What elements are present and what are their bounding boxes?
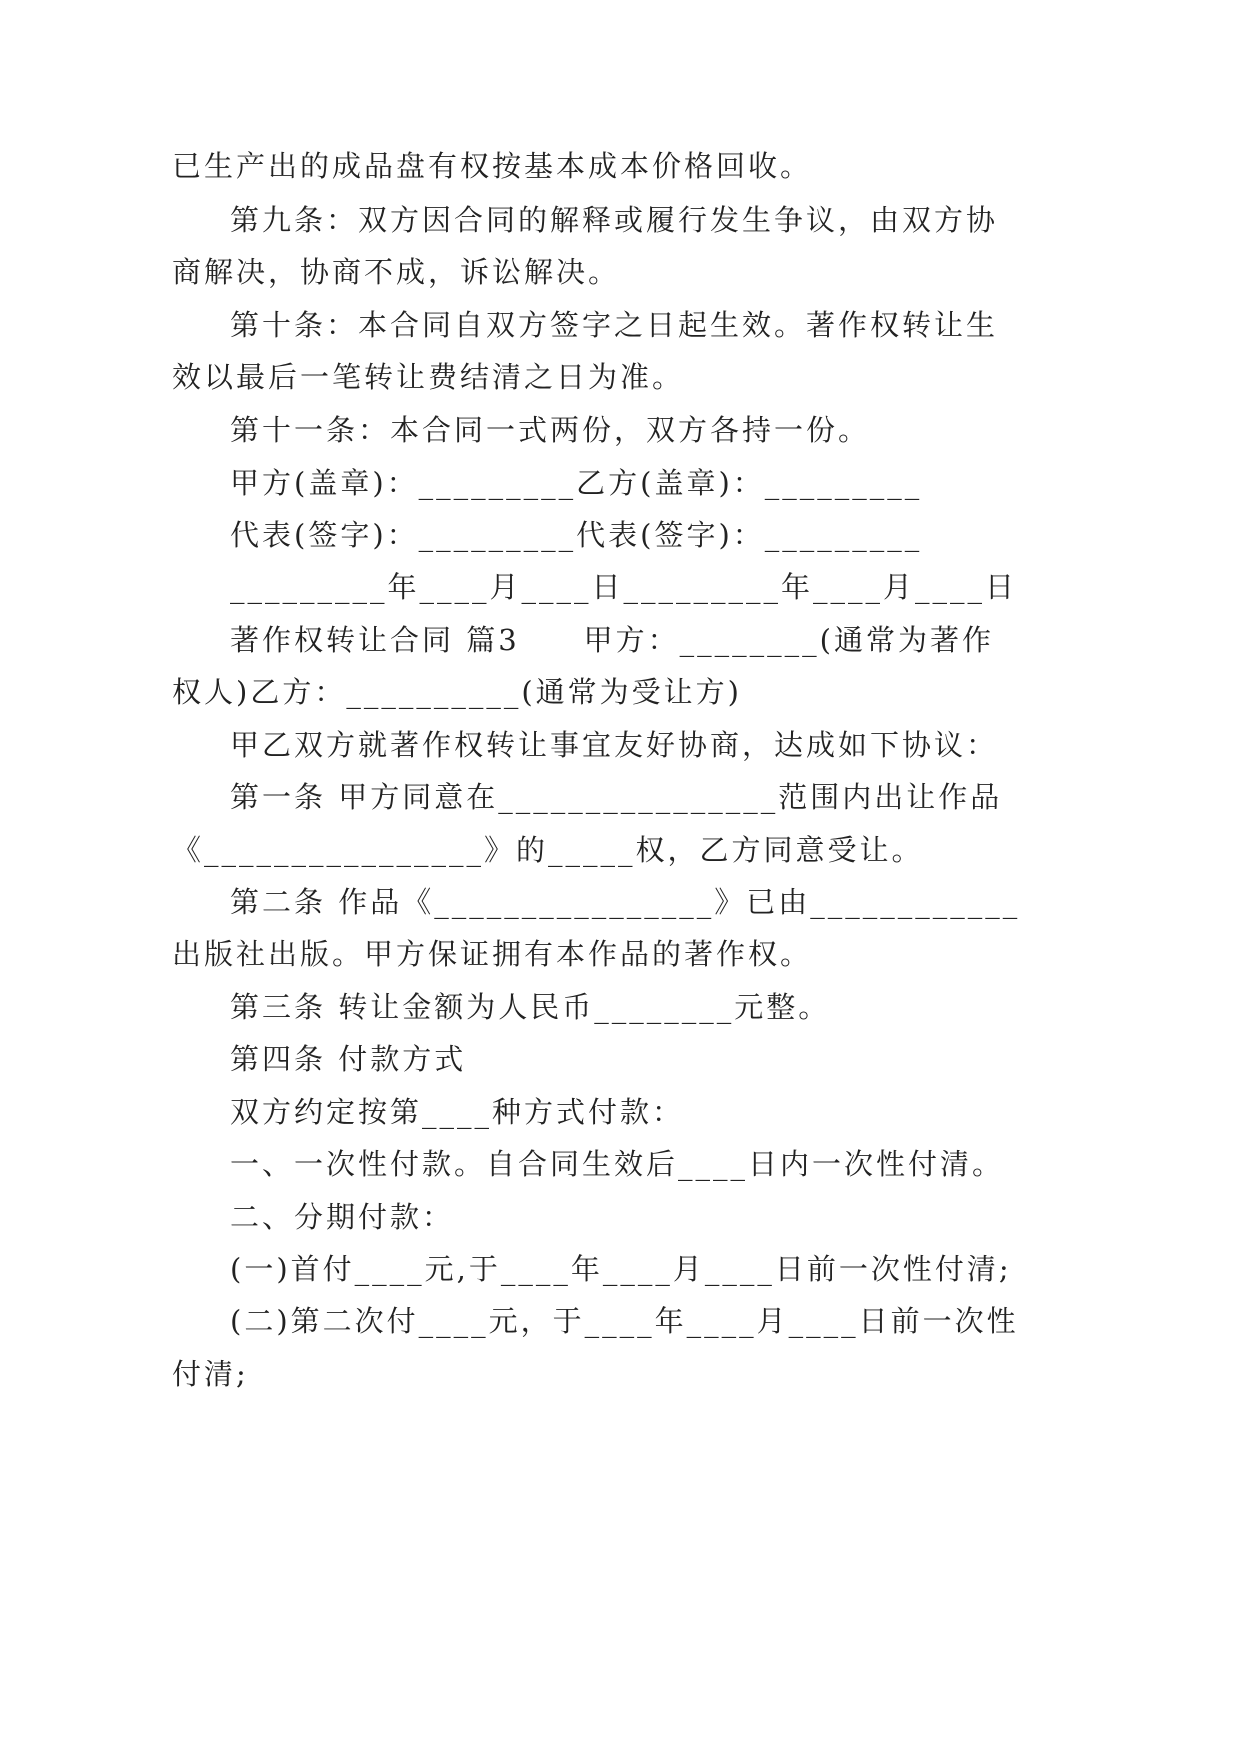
text-line: _________年____月____日_________年____月____日 <box>230 570 1018 604</box>
text-line: 已生产出的成品盘有权按基本成本价格回收。 <box>172 149 813 183</box>
text-line: 出版社出版。甲方保证拥有本作品的著作权。 <box>172 937 813 971</box>
text-line: 付清; <box>172 1357 249 1391</box>
text-line: 一、一次性付款。自合同生效后____日内一次性付清。 <box>230 1147 1005 1181</box>
text-line: 甲方(盖章)：_________乙方(盖章)：_________ <box>230 466 923 500</box>
text-line: 第十一条：本合同一式两份，双方各持一份。 <box>230 413 871 447</box>
text-line: 商解决，协商不成，诉讼解决。 <box>172 255 621 289</box>
text-line: 第四条 付款方式 <box>230 1042 467 1076</box>
text-line: 《________________》的_____权，乙方同意受让。 <box>172 833 924 867</box>
text-line: 权人)乙方：__________(通常为受让方) <box>172 675 742 709</box>
text-line: 第三条 转让金额为人民币________元整。 <box>230 990 831 1024</box>
text-line: 效以最后一笔转让费结清之日为准。 <box>172 360 685 394</box>
text-line: (一)首付____元,于____年____月____日前一次性付清; <box>230 1252 1012 1286</box>
text-line: 第十条：本合同自双方签字之日起生效。著作权转让生 <box>230 308 999 342</box>
text-line: 著作权转让合同 篇3 甲方：________(通常为著作 <box>230 623 994 657</box>
text-line: 代表(签字)：_________代表(签字)：_________ <box>230 518 923 552</box>
text-line: 二、分期付款： <box>230 1200 455 1234</box>
text-line: 第一条 甲方同意在________________范围内出让作品 <box>230 780 1003 814</box>
text-line: 第二条 作品《________________》已由____________ <box>230 885 1021 919</box>
text-line: (二)第二次付____元，于____年____月____日前一次性 <box>230 1304 1019 1338</box>
text-line: 双方约定按第____种方式付款： <box>230 1095 685 1129</box>
text-line: 甲乙双方就著作权转让事宜友好协商，达成如下协议： <box>230 728 999 762</box>
text-line: 第九条：双方因合同的解释或履行发生争议，由双方协 <box>230 203 999 237</box>
